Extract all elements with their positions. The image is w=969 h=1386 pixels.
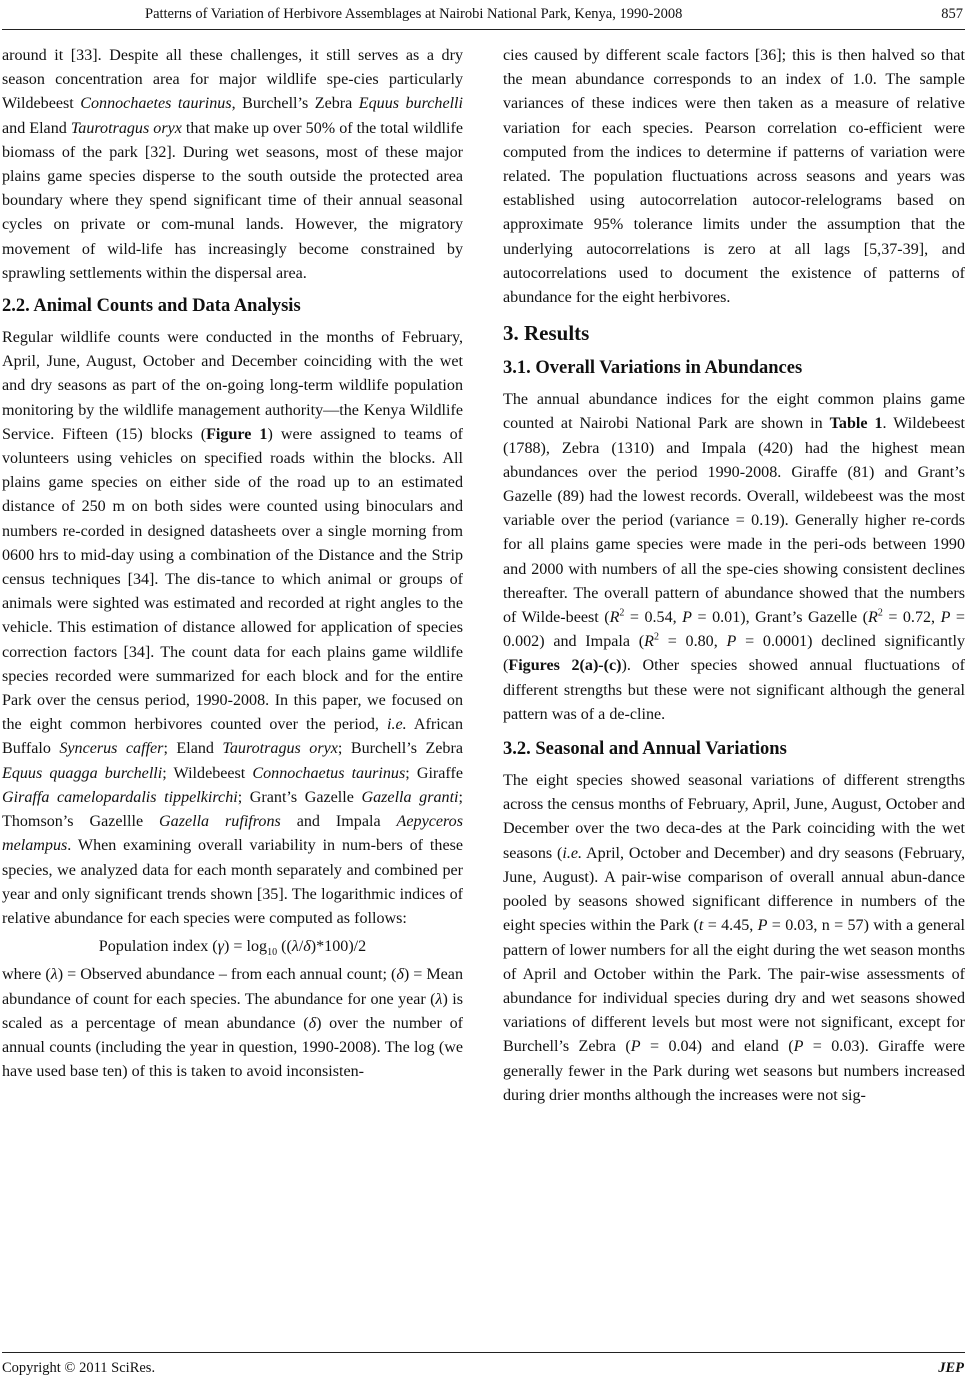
paragraph: Regular wildlife counts were conducted in the months of February, April, June, August, October and December coinciding with the wet and dry seasons as part of the on-going long-term wildlife population monitoring by the wildlife management authority—the Kenya Wildlife Service. Fifteen (15) blocks (Figure 1) were assigned to teams of volunteers using vehicles on specified roads within the blocks. All plains game species on either side of the road up to an estimated distance of 250 m on both sides were counted using binoculars and numbers re-corded in designed datasheets over a single morning from 0600 hrs to mid-day using a combination of the Distance and the Strip census techniques [34]. The dis-tance to which animal or groups of animals were sighted was estimated and recorded at right angles to the vehicle. This estimation of distance allowed for application of species correction factors [34]. The count data for each plains game wildlife species recorded were summarized for each block and for the entire Park over the census period, 1990-2008. In this paper, we focused on the eight common herbivores counted over the period, i.e. African Buffalo Syncerus caffer; Eland Taurotragus oryx; Burchell’s Zebra Equus quagga burchelli; Wildebeest Connochaetus taurinus; Giraffe Giraffa camelopardalis tippelkirchi; Grant’s Gazelle Gazella granti; Thomson’s Gazellle Gazella rufifrons and Impala Aepyceros melampus. When examining overall variability in num-bers of these species, we analyzed data for each month separately and combined per year and only significant trends shown [35]. The logarithmic indices of relative abundance for each species were computed as follows:	[2, 329, 463, 927]
header-rule	[2, 29, 965, 30]
subsection-heading: 3.2. Seasonal and Annual Variations	[503, 739, 787, 760]
left-column	[2, 44, 463, 1084]
paragraph: cies caused by different scale factors [36]; this is then halved so that the mean abundance corresponds to an index of 1.0. The sample variances of these indices were then taken as a measure of relative variation for each species. Pearson correlation co-efficient were computed from the indices to determine if patterns of variation were related. The population fluctuations across seasons and years was established using autocorrelation autocor-relelograms based on approximate 95% tolerance limits under the assumption that the underlying autocorrelations is zero at all lags [5,37-39], and autocorrelations used to document the existence of patterns of abundance for the eight herbivores.	[503, 47, 965, 307]
section-heading: 3. Results	[503, 321, 590, 346]
population-index-formula: Population index $(\gamma) = \log_{10} ((\lambda/\delta)*100)/2$	[98, 938, 367, 959]
paragraph: The eight species showed seasonal variations of different strengths across the census months of February, April, June, August, October and December over the two deca-des at the Park coinciding with the wet seasons (i.e. April, October and December) and dry seasons (February, June, August). A pair-wise comparison of overall annual abun-dance pooled by seasons showed significant difference in numbers of the eight species within the Park (t = 4.45, P = 0.03, n = 57) with a general pattern of lower numbers for all the eight during the wet season months of April and October within the Park. The pair-wise assessments of abundance for individual species during dry and wet seasons showed variations of different levels but most were not significant, except for Burchell’s Zebra (P = 0.04) and eland (P = 0.03). Giraffe were generally fewer in the Park during wet seasons but numbers increased during drier months although the increases were not sig-	[503, 772, 966, 1104]
copyright-notice: Copyright © 2011 SciRes.	[2, 1360, 156, 1376]
right-column	[503, 44, 965, 1108]
running-title: Patterns of Variation of Herbivore Assemblages at Nairobi National Park, Kenya, 1990-2008	[145, 6, 683, 22]
paragraph: around it [33]. Despite all these challenges, it still serves as a dry season concentration area for major wildlife spe-cies particularly Wildebeest Connochaetes taurinus, Burchell’s Zebra Equus burchelli and Eland Taurotragus oryx that make up over 50% of the total wildlife biomass of the park [32]. During wet seasons, most of these major plains game species disperse to the south outside the protected area boundary where they spend significant time of their annual seasonal cycles on private or com-munal lands. However, the migratory movement of wild-life has increasingly become constrained by sprawling settlements within the dispersal area.	[2, 47, 463, 282]
page-number: 857	[941, 6, 963, 22]
footer-rule	[2, 1352, 965, 1353]
paragraph: where (λ) = Observed abundance – from each annual count; (δ) = Mean abundance of count for each species. The abundance for one year (λ) is scaled as a percentage of mean abundance (δ) over the number of annual counts (including the year in question, 1990-2008). The log (we have used base ten) of this is taken to avoid inconsisten-	[2, 966, 463, 1081]
section-heading: 2.2. Animal Counts and Data Analysis	[2, 296, 301, 317]
journal-abbrev: JEP	[938, 1360, 964, 1376]
subsection-heading: 3.1. Overall Variations in Abundances	[503, 358, 803, 379]
paragraph: The annual abundance indices for the eight common plains game counted at Nairobi National Park are shown in Table 1. Wildebeest (1788), Zebra (1310) and Impala (420) had the highest mean abundances over the period 1990-2008. Giraffe (81) and Grant’s Gazelle (89) had the lowest records. Overall, wildebeest was the most variable over the period (variance = 0.19). Generally higher re-cords for all plains game species were made in the peri-ods between 1990 and 2000 with numbers of all the spe-cies showing consistent declines thereafter. The overall pattern of abundance showed that the numbers of Wilde-beest ($R^2 = 0.54$, P = 0.01), Grant’s Gazelle ($R^2 = 0.72$, P = 0.002) and Impala ($R^2 = 0.80$, P = 0.0001) declined significantly (Figures 2(a)-(c)). Other species showed annual fluctuations of different strengths but these were not significant although the general pattern was of a de-cline.	[503, 391, 965, 723]
running-header	[0, 6, 969, 28]
